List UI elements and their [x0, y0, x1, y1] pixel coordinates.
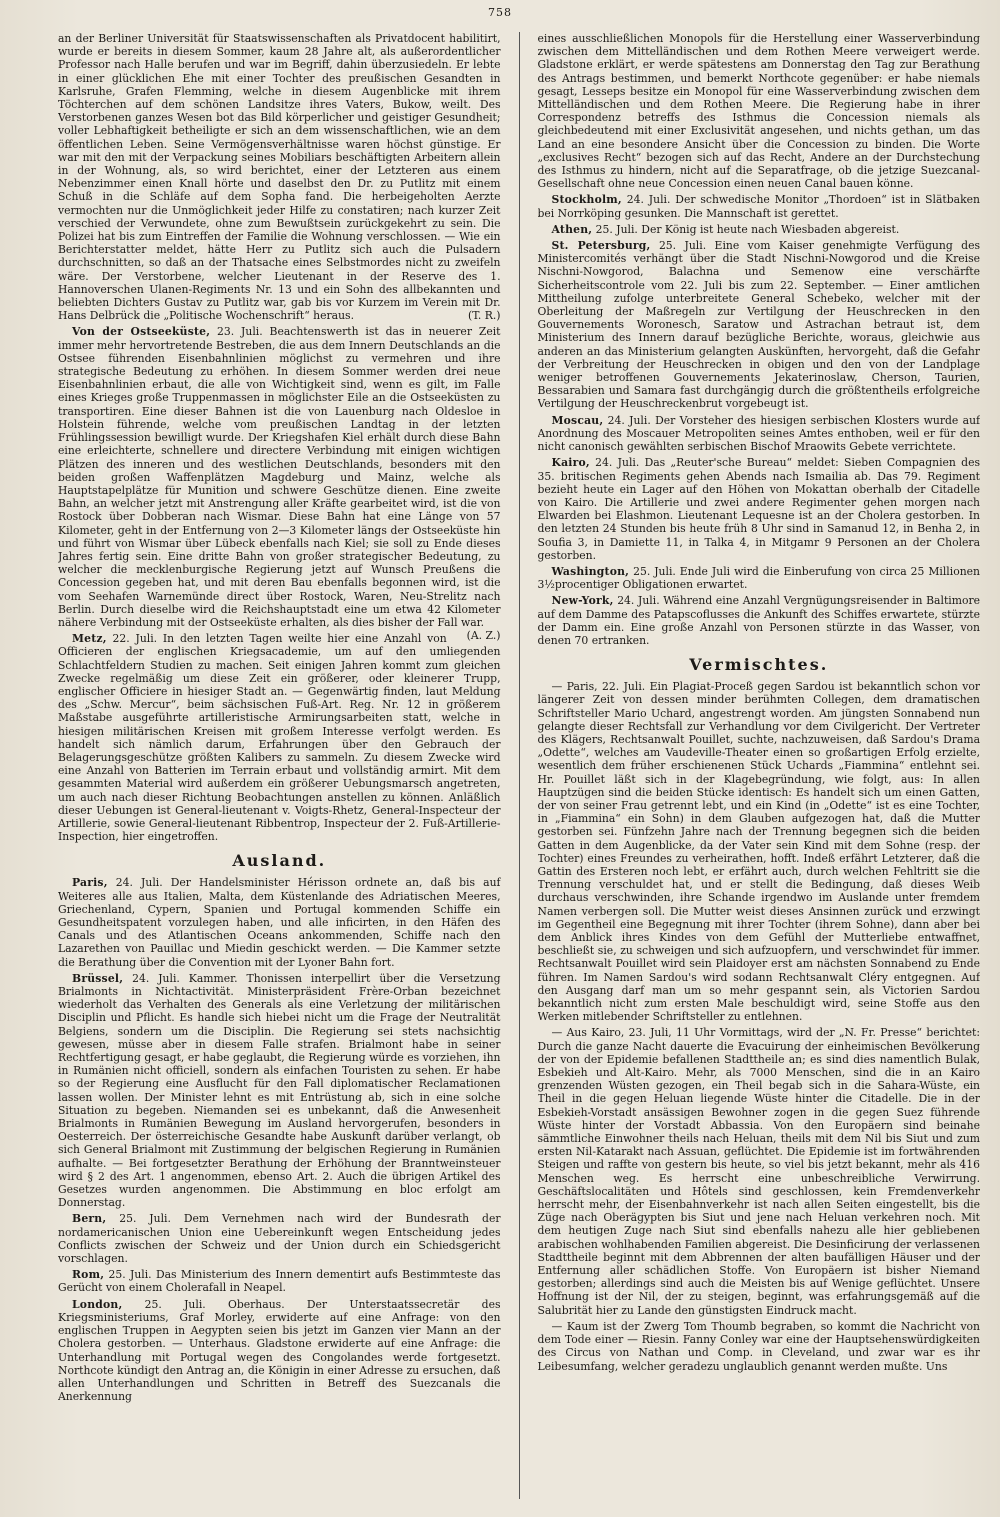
dateline-place: Kairo,	[551, 456, 590, 470]
dateline-place: Moscau,	[551, 413, 604, 427]
dateline-place: Stockholm,	[551, 193, 622, 207]
article-bruessel: Brüssel, 24. Juli. Kammer. Thonissen interpellirt über die Versetzung Brialmonts in Nichtactivität. Ministerpräsident Frère-Orban bezeichnet wiederholt das Verhalten des Generals als eine Verletzung der militärischen Disciplin und Pflicht. Es handle sich hiebei nicht um die Frage der Neutralität Belgiens, sondern um die Disciplin. Die Regierung sei stets nachsichtig gewesen, müsse aber in diesem Falle strafen. Brialmont habe in seiner Rechtfertigung gesagt, er habe geglaubt, die Regierung würde es vorziehen, ihn in Rumänien nicht officiell, sondern als einfachen Touristen zu sehen. Er habe so der Regierung eine Ausflucht für den Fall diplomatischer Reclamationen lassen wollen. Der Minister lehnt es mit Entrüstung ab, sich in eine solche Situation zu begeben. Niemanden sei es unbekannt, daß die Anwesenheit Brialmonts in Rumänien Bewegung im Ausland hervorgerufen, besonders in Oesterreich. Der österreichische Gesandte habe Auskunft darüber verlangt, ob sich General Brialmont mit Zustimmung der belgischen Regierung in Rumänien aufhalte. — Bei fortgesetzter Berathung der Erhöhung der Branntweinsteuer wird § 2 des Art. 1 angenommen, ebenso Art. 2. Auch die übrigen Artikel des Gesetzes wurden angenommen. Die Abstimmung en bloc erfolgt am Donnerstag.	[58, 971, 501, 1210]
article-stockholm: Stockholm, 24. Juli. Der schwedische Monitor „Thordoen“ ist in Slätbaken bei Norrköping gesunken. Die Mannschaft ist gerettet.	[537, 193, 981, 220]
article-london: London, 25. Juli. Oberhaus. Der Unterstaatssecretär des Kriegsministeriums, Graf Morley, erwiderte auf eine Anfrage: von den englischen Truppen in Aegypten seien bis jetzt im Ganzen vier Mann an der Cholera gestorben. — Unterhaus. Gladstone erwiderte auf eine Anfrage: die Unterhandlung mit Portugal wegen des Congolandes werde fortgesetzt. Northcote kündigt den Antrag an, die Königin in einer Adresse zu ersuchen, daß allen Unterhandlungen und Schritten in Betreff des Suezcanals die Anerkennung	[58, 1297, 501, 1404]
dateline-place: Rom,	[72, 1268, 105, 1282]
article-washington: Washington, 25. Juli. Ende Juli wird die Einberufung von circa 25 Millionen 3½procentiger Obligationen erwartet.	[537, 564, 981, 592]
columns	[58, 32, 980, 1499]
dateline-place: Athen,	[551, 222, 593, 236]
section-heading-ausland: Ausland.	[232, 851, 327, 871]
article-paragraph: eines ausschließlichen Monopols für die Herstellung einer Wasserverbindung zwischen dem Mittelländischen und dem Rothen Meere verweigert werde. Gladstone erklärt, er werde spätestens am Donnerstag den Tag zur Berathung des Antrags bestimmen, und bemerkt Northcote gegenüber: er habe niemals gesagt, Lesseps besitze ein Monopol für eine Wasserverbindung zwischen dem Mittelländischen und dem Rothen Meere. Die Regierung habe in ihrer Correspondenz betreffs des Isthmus die Concession niemals als gleichbedeutend mit einer Exclusivität angesehen, und nichts gethan, um das Land an eine besondere Ansicht über die Concession zu binden. Die Worte „exclusives Recht“ bezogen sich auf das Recht, Andere an der Durchstechung des Isthmus zu hindern, nicht auf die Separatfrage, ob die jetzige Suezcanal-Gesellschaft ohne neue Concession einen neuen Canal bauen könne.	[537, 32, 981, 191]
dateline-place: New-York,	[551, 594, 614, 608]
article-kairo-cholera: — Aus Kairo, 23. Juli, 11 Uhr Vormittags, wird der „N. Fr. Presse“ berichtet: Durch die ganze Nacht dauerte die Evacuirung der einheimischen Bevölkerung der von der Epidemie befallenen Stadttheile an; es sind dies namentlich Bulak, Esbekieh und Alt-Kairo. Mehr, als 7000 Menschen, sind die in an Kairo grenzenden Wüsten gezogen, ein Theil begab sich in die Sahara-Wüste, ein Theil in die gegen Heluan liegende Wüste hinter die Citadelle. Die in der Esbekieh-Vorstadt ansässigen Bewohner zogen in die gegen Suez führende Wüste hinter der Vorstadt Abbassia. Von den Europäern sind beinahe sämmtliche Einwohner theils nach Heluan, theils mit dem Nil bis Siut und zum ersten Nil-Katarakt nach Assuan, geflüchtet. Die Epidemie ist im fortwährenden Steigen und raffte von gestern bis heute, so viel bis jetzt bekannt, mehr als 416 Menschen weg. Es herrscht eine unbeschreibliche Verwirrung. Geschäftslocalitäten und Hôtels sind geschlossen, kein Fremdenverkehr herrscht mehr, der Eisenbahnverkehr ist nach allen Seiten eingestellt, bis die Züge nach Oberägypten bis Siut und jene nach Heluan verkehren noch. Mit dem heutigen Zuge nach Siut sind ebenfalls nahezu alle hier gebliebenen arabischen wohlhabenden Familien abgereist. Die Desinficirung der verlassenen Stadttheile beginnt mit dem Abbrennen der alten baufälligen Häuser und der Entfernung aller schädlichen Stoffe. Von Europäern ist bisher Niemand gestorben; allerdings sind auch die Meisten bis auf Wenige geflüchtet. Unsere Hoffnung ist der Nil, der zu steigen, beginnt, was erfahrungsgemäß auf die Salubrität hier zu Lande den günstigsten Eindruck macht.	[537, 1026, 981, 1317]
dateline-place: Bern,	[72, 1212, 107, 1226]
article-bern: Bern, 25. Juli. Dem Vernehmen nach wird der Bundesrath der nordamericanischen Union eine Uebereinkunft wegen Entscheidung jedes Conflicts zwischen der Schweiz und der Union durch ein Schiedsgericht vorschlagen.	[58, 1212, 501, 1266]
article-rom: Rom, 25. Juli. Das Ministerium des Innern dementirt aufs Bestimmteste das Gerücht von einem Cholerafall in Neapel.	[58, 1268, 501, 1295]
article-riesin: — Kaum ist der Zwerg Tom Thoumb begraben, so kommt die Nachricht von dem Tode einer — Riesin. Fanny Conley war eine der Hauptsehenswürdigkeiten des Circus von Nathan und Comp. in Cleveland, und zwar war es ihr Leibesumfang, welcher geradezu unglaublich genannt werden mußte. Uns	[537, 1319, 981, 1373]
article-new-york: New-York, 24. Juli. Während eine Anzahl Vergnügungsreisender in Baltimore auf dem Damme des Patapscoflusses die Ankunft des Schiffes erwartete, stürzte der Damm ein. Eine große Anzahl von Personen stürzte in das Wasser, von denen 70 ertranken.	[537, 594, 981, 647]
article-kairo: Kairo, 24. Juli. Das „Reuter'sche Bureau“ meldet: Sieben Compagnien des 35. britischen Regiments gehen Abends nach Ismailia ab. Das 79. Regiment bezieht heute ein Lager auf den Höhen von Mokattan oberhalb der Citadelle von Kairo. Die Artillerie und zwei andere Regimenter gehen morgen nach Elwarden bei Elashmon. Lieutenant Lequesne ist an der Cholera gestorben. In den letzten 24 Stunden bis heute früh 8 Uhr sind in Samanud 12, in Benha 2, in Soufia 3, in Damiette 11, in Talka 4, in Mitgamr 9 Personen an der Cholera gestorben.	[537, 456, 981, 562]
right-column	[538, 32, 981, 1499]
dateline-place: Paris,	[72, 876, 108, 890]
page-number: 758	[488, 6, 512, 19]
source-signature: (T. R.)	[468, 309, 501, 323]
article-paragraph: an der Berliner Universität für Staatswissenschaften als Privatdocent habilitirt, wurde er bereits in diesem Sommer, kaum 28 Jahre alt, als außerordentlicher Professor nach Halle berufen und war im Begriff, dahin überzusiedeln. Er lebte in einer glücklichen Ehe mit einer Tochter des preußischen Gesandten in Karlsruhe, Grafen Flemming, welche in diesem Augenblicke mit ihrem Töchterchen auf dem schönen Landsitze ihres Vaters, Bukow, weilt. Des Verstorbenen ganzes Wesen bot das Bild körperlicher und geistiger Gesundheit; voller Lebhaftigkeit betheiligte er sich an dem wissenschaftlichen, wie an dem öffentlichen Leben. Seine Vermögensverhältnisse waren höchst günstige. Er war mit den mit der Verpackung seines Mobiliars beschäftigten Arbeitern allein in der Wohnung, als, so wird berichtet, einer der Letzteren aus einem Nebenzimmer einen Knall hörte und daselbst den Dr. zu Putlitz mit einem Schuß in die Schläfe auf dem Sopha fand. Die herbeigeholten Aerzte vermochten nur die Unmöglichkeit jeder Hilfe zu constatiren; nach kurzer Zeit verschied der Verwundete, ohne zum Bewußtsein zurückgekehrt zu sein. Die Polizei hat bis zum Eintreffen der Familie die Wohnung verschlossen. — Wie ein Berichterstatter meldet, hätte Herr zu Putlitz sich auch die Pulsadern durchschnitten, so daß an der Thatsache eines Selbstmordes nicht zu zweifeln wäre. Der Verstorbene, welcher Lieutenant in der Reserve des 1. Hannoverschen Ulanen-Regiments Nr. 13 und ein Sohn des allbekannten und beliebten Dichters Gustav zu Putlitz war, gab bis vor Kurzem im Verein mit Dr. Hans Delbrück die „Politische Wochenschrift“ heraus. (T. R.)	[58, 32, 501, 323]
dateline-place: Brüssel,	[72, 971, 124, 985]
article-ostseekueste: Von der Ostseeküste, 23. Juli. Beachtenswerth ist das in neuerer Zeit immer mehr hervortretende Bestreben, die aus dem Innern Deutschlands an die Ostsee führenden Eisenbahnlinien möglichst zu vermehren und ihre strategische Bedeutung zu erhöhen. In diesem Sommer werden drei neue Eisenbahnlinien erbaut, die alle von Wichtigkeit sind, wenn es gilt, im Falle eines Krieges große Truppenmassen in möglichster Eile an die Ostseeküsten zu transportiren. Eine dieser Bahnen ist die von Lauenburg nach Oldesloe in Holstein führende, welche vom preußischen Landtag in der letzten Frühlingssession bewilligt wurde. Der Kriegshafen Kiel erhält durch diese Bahn eine erleichterte, schnellere und directere Verbindung mit einigen wichtigen Plätzen des inneren und des westlichen Deutschlands, besonders mit den beiden großen Waffenplätzen Magdeburg und Mainz, welche als Hauptstapelplätze für Munition und schwere Geschütze dienen. Eine zweite Bahn, an welcher jetzt mit Anstrengung aller Kräfte gearbeitet wird, ist die von Rostock über Dobberan nach Wismar. Diese Bahn hat eine Länge von 57 Kilometer, geht in der Entfernung von 2—3 Kilometer längs der Ostseeküste hin und führt von Wismar über Lübeck ebenfalls nach Kiel; sie soll zu Ende dieses Jahres fertig sein. Eine dritte Bahn von großer strategischer Bedeutung, zu welcher die mecklenburgische Regierung jetzt auf Wunsch Preußens die Concession gegeben hat, und mit deren Bau ebenfalls begonnen wird, ist die vom Seehafen Warnemünde direct über Rostock, Waren, Neu-Strelitz nach Berlin. Durch dieselbe wird die Reichshauptstadt eine um etwa 42 Kilometer nähere Verbindung mit der Ostseeküste erhalten, als dies bisher der Fall war. (A. Z.)	[58, 325, 501, 643]
article-athen: Athen, 25. Juli. Der König ist heute nach Wiesbaden abgereist.	[551, 222, 900, 236]
left-column	[58, 32, 501, 1499]
dateline-place: St. Petersburg,	[551, 239, 651, 253]
article-plagiat-process: — Paris, 22. Juli. Ein Plagiat-Proceß gegen Sardou ist bekanntlich schon vor längerer Zeit von dessen minder berühmten Collegen, dem dramatischen Schriftsteller Mario Uchard, angestrengt worden. Am jüngsten Sonnabend nun gelangte dieser Rechtsfall zur Verhandlung vor dem Civilgericht. Der Vertreter des Klägers, Rechtsanwalt Pouillet, suchte, nachzuweisen, daß Sardou's Drama „Odette“, welches am Vaudeville-Theater einen so großartigen Erfolg erzielte, wesentlich dem früher erschienenen Stück Uchards „Fiammina“ entlehnt sei. Hr. Pouillet läßt sich in der Klagebegründung, wie folgt, aus: In allen Hauptzügen sind die beiden Stücke identisch: Es handelt sich um einen Gatten, der von seiner Frau getrennt lebt, und ein Kind (in „Odette“ ist es eine Tochter, in „Fiammina“ ein Sohn) in dem Glauben aufgezogen hat, daß die Mutter gestorben sei. Fünfzehn Jahre nach der Trennung begegnen sich die beiden Gatten in dem Augenblicke, da der Vater sein Kind mit dem Sohne (resp. der Tochter) eines Freundes zu verheirathen, hofft. Indeß erfährt Letzterer, daß die Gattin des Ersteren noch lebt, er erfährt auch, durch welchen Fehltritt sie die Trennung verschuldet hat, und er stellt die Bedingung, daß dieses Weib durchaus verschwinden, ihre Schande irgendwo im Auslande unter fremdem Namen verbergen soll. Die Mutter weist dieses Ansinnen zurück und erzwingt im Gegentheil eine Begegnung mit ihrer Tochter (ihrem Sohne), dann aber bei dem Anblick ihres Kindes von dem Gefühl der Mutterliebe entwaffnet, beschließt sie, zu schweigen und sich aufzuopfern, und verschwindet für immer. Rechtsanwalt Pouillet wird sein Plaidoyer erst am nächsten Sonnabend zu Ende führen. Im Namen Sardou's wird sodann Rechtsanwalt Cléry entgegnen. Auf den Ausgang darf man um so mehr gespannt sein, als Victorien Sardou bekanntlich nicht zum ersten Male beschuldigt wird, seine Stoffe aus den Werken mitlebender Schriftsteller zu entlehnen.	[537, 680, 981, 1024]
section-heading-vermischtes: Vermischtes.	[689, 655, 829, 675]
dateline-place: Metz,	[72, 632, 107, 646]
column-divider	[519, 32, 520, 1499]
article-paris: Paris, 24. Juli. Der Handelsminister Hérisson ordnete an, daß bis auf Weiteres alle aus Italien, Malta, dem Küstenlande des Adriatischen Meeres, Griechenland, Cypern, Spanien und Portugal kommenden Schiffe ein Gesundheitspatent vorzulegen haben, und alle inficirten, in den Häfen des Canals und des Atlantischen Oceans ankommenden, Schiffe nach den Lazarethen von Pauillac und Miedin geschickt werden. — Die Kammer setzte die Berathung über die Convention mit der Lyoner Bahn fort.	[58, 876, 501, 969]
dateline-place: Washington,	[551, 564, 630, 578]
dateline-place: Von der Ostseeküste,	[72, 325, 211, 339]
source-signature: (A. Z.)	[466, 629, 501, 643]
article-metz: Metz, 22. Juli. In den letzten Tagen weilte hier eine Anzahl von Officieren der englischen Kriegsacademie, um auf den umliegenden Schlachtfeldern Studien zu machen. Seit einigen Jahren kommt zum gleichen Zwecke regelmäßig um diese Zeit ein größerer, oder kleinerer Trupp, englischer Officiere in hiesiger Stadt an. — Gegenwärtig finden, laut Meldung des „Schw. Mercur“, beim sächsischen Fuß-Art. Reg. Nr. 12 in größerem Maßstabe ausgeführte artilleristische Armirungsarbeiten statt, welche in hiesigen militärischen Kreisen mit großem Interesse verfolgt werden. Es handelt sich nämlich darum, Erfahrungen über den Gebrauch der Belagerungsgeschütze größten Kalibers zu sammeln. Zu diesem Zwecke wird eine Anzahl von Batterien im Terrain erbaut und vollständig armirt. Mit dem gesammten Material wird außerdem ein größerer Uebungsmarsch angetreten, um auch nach dieser Richtung Beobachtungen anstellen zu können. Anläßlich dieser Uebungen ist General-lieutenant v. Voigts-Rhetz, General-Inspecteur der Artillerie, sowie General-lieutenant Ribbentrop, Inspecteur der 2. Fuß-Artillerie-Inspection, hier eingetroffen.	[58, 632, 501, 844]
article-moscau: Moscau, 24. Juli. Der Vorsteher des hiesigen serbischen Klosters wurde auf Anordnung des Moscauer Metropoliten seines Amtes enthoben, weil er für den nicht canonisch gewählten serbischen Bischof Mraowits Gebete verrichtete.	[537, 413, 981, 454]
dateline-place: London,	[72, 1297, 123, 1311]
article-st-petersburg: St. Petersburg, 25. Juli. Eine vom Kaiser genehmigte Verfügung des Ministercomités verhängt über die Stadt Nischni-Nowgorod und die Kreise Nischni-Nowgorod, Balachna und Semenow eine verschärfte Sicherheitscontrole vom 22. Juli bis zum 22. September. — Einer amtlichen Mittheilung zufolge unterbreitete General Schebeko, welcher mit der Oberleitung der Maßregeln zur Vertilgung der Heuschrecken in den Gouvernements Woronesch, Saratow und Astrachan betraut ist, dem Ministerium des Innern darauf bezügliche Berichte, woraus, gleichwie aus anderen an das Ministerium gelangten Auskünften, hervorgeht, daß die Gefahr der Verbreitung der Heuschrecken in obigen und den von der Landplage weniger betroffenen Gouvernements Jekaterinoslaw, Cherson, Taurien, Bessarabien und Samara fast durchgängig durch die größtentheils erfolgreiche Vertilgung der Heuschreckenbrut vorgebeugt ist.	[537, 239, 981, 411]
